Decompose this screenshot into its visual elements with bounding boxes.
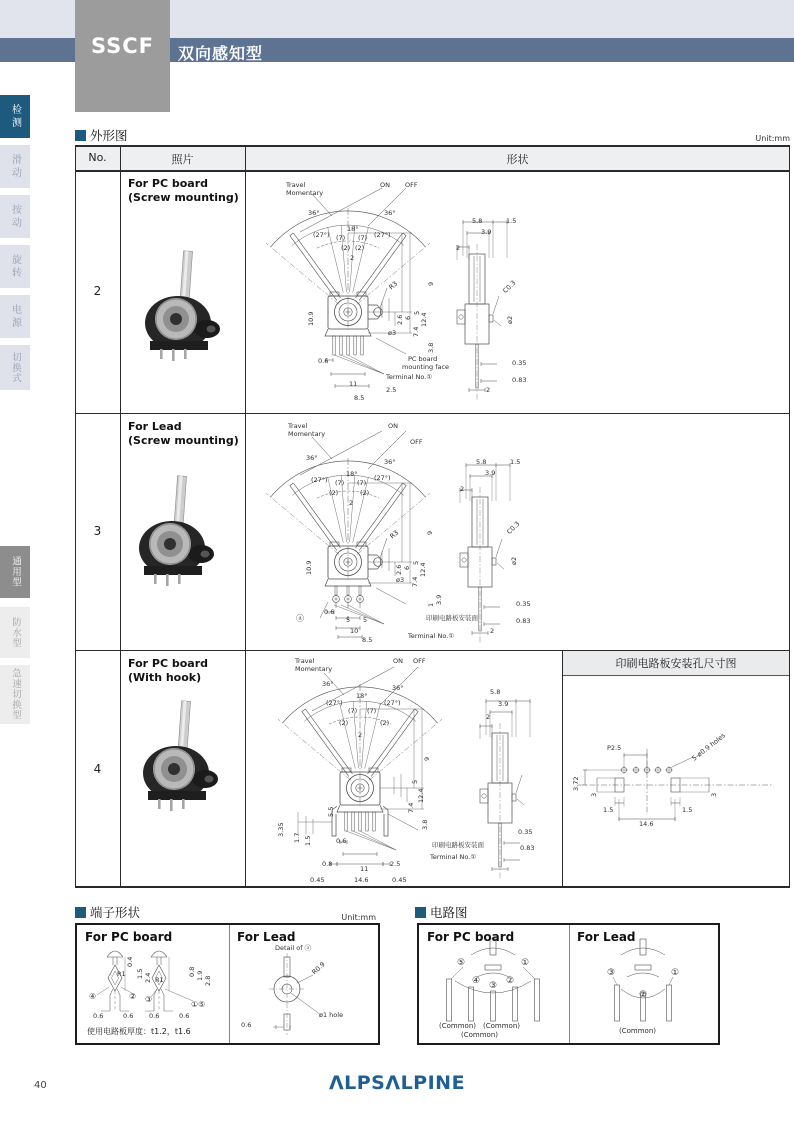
dim-label: 0.6 — [179, 1012, 190, 1020]
dim-label: 3.9 — [481, 228, 492, 236]
sidebar-tab-jiance[interactable]: 检测 — [0, 95, 30, 138]
divider — [245, 145, 246, 888]
dim-label: 2 — [358, 731, 363, 739]
dim-label: OFF — [410, 438, 423, 446]
dim-label: (2) — [339, 719, 349, 727]
row2-product-photo — [128, 243, 228, 382]
dim-label: ① — [671, 968, 680, 978]
dim-label: (27°) — [311, 476, 328, 484]
dim-label: ② — [639, 990, 648, 1000]
dim-label: 0.6 — [123, 1012, 134, 1020]
dim-label: (7) — [367, 707, 377, 715]
dim-label: 3.72 — [572, 776, 580, 791]
dim-label: (2) — [341, 244, 351, 252]
dim-label: 5-ø0.9 holes — [690, 731, 727, 763]
dim-label: R3 — [387, 279, 400, 292]
dim-label: ③ — [607, 968, 616, 978]
dim-label: 36° — [392, 684, 404, 692]
dim-label: 10.9 — [307, 311, 315, 326]
dim-label: 9 — [426, 530, 434, 535]
row-no-3: 3 — [93, 524, 102, 538]
switch-photo-illustration — [128, 243, 228, 378]
sidebar-tab-qiehuanshi[interactable]: 切换式 — [0, 345, 30, 390]
dim-label: 12.4 — [419, 562, 427, 577]
sidebar-tab-dianyuan[interactable]: 电源 — [0, 295, 30, 338]
dim-label: 5.8 — [476, 458, 487, 466]
dim-label: ② — [506, 976, 515, 986]
dim-label: ④ — [89, 992, 97, 1001]
dim-label: Travel — [286, 181, 306, 189]
dim-label: 5 — [411, 779, 419, 784]
dim-label: (2) — [360, 489, 370, 497]
dim-label: 2 — [490, 627, 495, 635]
outline-section-heading — [75, 126, 128, 144]
dim-label: (27°) — [374, 231, 391, 239]
dim-label: ⓐ — [296, 614, 304, 623]
dim-label: 2.4 — [144, 972, 152, 983]
dim-label: 3.9 — [498, 700, 509, 708]
product-code-box — [75, 0, 170, 112]
dim-label: 1 — [427, 602, 435, 607]
dim-label: 3.8 — [427, 342, 435, 353]
dim-label: 12.4 — [420, 312, 428, 327]
dim-label: ③ — [145, 995, 153, 1004]
dim-label: 7.4 — [407, 802, 415, 813]
dim-label: 36° — [384, 209, 396, 217]
dim-label: (27°) — [313, 231, 330, 239]
dim-label: (27°) — [326, 699, 343, 707]
dim-label: 2.5 — [386, 386, 397, 394]
dim-label: 5 — [346, 616, 351, 624]
dim-label: ④ — [472, 976, 481, 986]
dim-label: 5.5 — [327, 806, 335, 817]
page-number: 40 — [34, 1080, 47, 1091]
row3-product-photo — [122, 468, 222, 607]
divider — [75, 413, 790, 414]
dim-label: C0.3 — [505, 519, 522, 536]
dim-label: ø2 — [510, 556, 518, 565]
dim-label: (7) — [358, 234, 368, 242]
row2-type-label: For PC board (Screw mounting) — [128, 177, 239, 205]
dim-label: 36° — [384, 458, 396, 466]
dim-label: ON — [388, 422, 398, 430]
terminal-heading-text: 端子形状 — [90, 905, 141, 920]
section-bullet-icon — [75, 130, 86, 141]
dim-label: 1.5 — [506, 217, 517, 225]
terminal-lead-title: For Lead — [237, 930, 296, 944]
dim-label: 1.5 — [603, 806, 614, 814]
dim-label: Travel — [288, 422, 308, 430]
dim-label: 1.5 — [510, 458, 521, 466]
dim-label: 0.35 — [512, 359, 527, 367]
dim-label: 0.6 — [324, 608, 335, 616]
dim-label: ⑤ — [457, 958, 466, 968]
dim-label: ①⑤ — [191, 1000, 206, 1009]
dim-label: 9 — [427, 281, 435, 286]
dim-label: 9 — [423, 756, 431, 761]
dim-label: ON — [393, 657, 403, 665]
dim-label: 5 — [363, 616, 368, 624]
sidebar-tab-xuanzhuan[interactable]: 旋转 — [0, 245, 30, 288]
dim-label: 3.9 — [435, 594, 443, 605]
row4-product-photo — [126, 693, 226, 832]
dim-label: 11 — [360, 865, 369, 873]
dim-label: (7) — [357, 479, 367, 487]
pcb-hole-diagram-title: 印刷电路板安装孔尺寸图 — [563, 651, 789, 676]
dim-label: 0.35 — [516, 600, 531, 608]
dim-label: 5 — [412, 560, 420, 565]
dim-label: (27°) — [374, 474, 391, 482]
dim-label: 18° — [356, 692, 368, 700]
circuit-lead-cell — [569, 925, 717, 1043]
divider — [120, 145, 121, 888]
switch-photo-illustration — [126, 693, 226, 828]
section-bullet-icon — [415, 907, 426, 918]
dim-label: ø1 hole — [319, 1011, 344, 1019]
dim-label: 18° — [347, 225, 359, 233]
circuit-heading-text: 电路图 — [430, 905, 468, 920]
dim-label: 2 — [486, 386, 491, 394]
dim-label: 6 — [404, 315, 412, 320]
dim-label: 0.35 — [518, 828, 533, 836]
dim-label: ON — [380, 181, 390, 189]
dim-label: Momentary — [288, 430, 326, 438]
terminal-unit-label: Unit:mm — [341, 913, 376, 922]
terminal-section-heading — [75, 903, 140, 921]
dim-label: 2 — [349, 499, 354, 507]
dim-label: R1 — [117, 970, 126, 978]
dim-label: OFF — [413, 657, 426, 665]
row-no-4: 4 — [93, 762, 102, 776]
dim-label: 2 — [350, 254, 355, 262]
dim-label: Terminal No.① — [430, 853, 477, 861]
dim-label: 8.5 — [362, 636, 373, 644]
dim-label: ① — [521, 958, 530, 968]
dim-label: 0.83 — [512, 376, 527, 384]
dim-label: 36° — [308, 209, 320, 217]
pcb-thickness-note: 使用电路板厚度：t1.2，t1.6 — [87, 1027, 191, 1036]
dim-label: C0.3 — [501, 278, 518, 295]
dim-label: 0.83 — [520, 844, 535, 852]
outline-unit-label: Unit:mm — [755, 134, 790, 143]
dim-label: 0.83 — [516, 617, 531, 625]
column-header-photo: 照片 — [171, 153, 194, 166]
column-header-no: No. — [88, 151, 107, 164]
dim-label: 6 — [403, 565, 411, 570]
dim-label: (Common) — [619, 1027, 656, 1035]
outline-heading-text: 外形图 — [90, 128, 128, 143]
dim-label: 印刷电路板安装面 — [432, 841, 484, 849]
dim-label: 1.5 — [304, 835, 312, 846]
dim-label: ø2 — [506, 315, 514, 324]
sidebar-tab-fangshuixing[interactable]: 防水型 — [0, 607, 30, 658]
dim-label: Travel — [295, 657, 315, 665]
dim-label: Terminal No.① — [386, 373, 433, 381]
dim-label: 3 — [710, 792, 718, 797]
dim-label: 3.35 — [277, 822, 285, 837]
dim-label: 10 — [350, 627, 359, 635]
dim-label: 2.6 — [395, 564, 403, 575]
dim-label: 0.6 — [93, 1012, 104, 1020]
section-bullet-icon — [75, 907, 86, 918]
switch-photo-illustration — [122, 468, 222, 603]
dim-label: 2.8 — [204, 975, 212, 986]
dim-label: P2.5 — [607, 744, 622, 752]
dim-label: 2 — [486, 713, 491, 721]
row3-shape-drawing — [250, 417, 790, 647]
dim-label: 3.8 — [421, 819, 429, 830]
row3-type-label: For Lead (Screw mounting) — [128, 420, 239, 448]
dim-label: 0.8 — [188, 966, 196, 977]
dim-label: 2.5 — [390, 860, 401, 868]
divider — [75, 886, 790, 888]
alps-alpine-logo: ΛLPSΛLPINE — [328, 1072, 466, 1094]
circuit-section-heading — [415, 903, 468, 921]
dim-label: 0.8 — [322, 860, 333, 868]
dim-label: ③ — [489, 981, 498, 991]
dim-label: (7) — [335, 479, 345, 487]
sidebar-tab-tongyongxing[interactable]: 通用型 — [0, 546, 30, 598]
terminal-pcboard-title: For PC board — [85, 930, 173, 944]
dim-label: 2 — [456, 244, 461, 252]
side-view-drawing — [478, 653, 548, 885]
dim-label: 36° — [306, 454, 318, 462]
pcb-hole-diagram — [563, 651, 789, 886]
dim-label: 18° — [346, 470, 358, 478]
dim-label: mounting face — [402, 363, 450, 371]
dim-label: (2) — [355, 244, 365, 252]
dim-label: R0.9 — [310, 960, 327, 977]
row4-type-label: For PC board (With hook) — [128, 657, 208, 685]
dim-label: 2 — [460, 485, 465, 493]
circuit-box — [417, 923, 720, 1045]
dim-label: 0.6 — [149, 1012, 160, 1020]
page-title: 双向感知型 — [178, 44, 264, 63]
dim-label: 2.6 — [396, 314, 404, 325]
product-code: SSCF — [90, 34, 155, 58]
column-header-shape: 形状 — [506, 153, 529, 166]
dim-label: 印刷电路板安装面 — [426, 614, 478, 622]
circuit-pcboard-cell — [419, 925, 569, 1043]
dim-label: Momentary — [286, 189, 324, 197]
dim-label: (2) — [380, 719, 390, 727]
dim-label: (2) — [329, 489, 339, 497]
dim-label: 0.45 — [310, 876, 325, 884]
dim-label: 3 — [590, 792, 598, 797]
dim-label: 10.9 — [305, 560, 313, 575]
dim-label: 11 — [349, 380, 358, 388]
dim-label: ø3 — [396, 576, 405, 584]
terminal-lead-cell — [229, 925, 378, 1043]
circuit-lead-title: For Lead — [577, 930, 636, 944]
dim-label: 36° — [322, 680, 334, 688]
dim-label: 14.6 — [639, 820, 654, 828]
dim-label: ② — [129, 992, 137, 1001]
dim-label: 0.6 — [318, 357, 329, 365]
terminal-shape-box — [75, 923, 380, 1045]
dim-label: 12.4 — [417, 788, 425, 803]
dim-label: (7) — [348, 707, 358, 715]
dim-label: (7) — [336, 234, 346, 242]
dim-label: 1.9 — [196, 970, 204, 981]
sidebar-tab-jisuqiehuanxing[interactable]: 急速切换型 — [0, 665, 30, 724]
dim-label: 5 — [413, 310, 421, 315]
dim-label: 8.5 — [354, 394, 365, 402]
dim-label: R3 — [388, 528, 401, 541]
divider — [75, 145, 76, 888]
dim-label: PC board — [408, 355, 438, 363]
dim-label: R1 — [155, 976, 164, 984]
sidebar-tab-andong[interactable]: 按动 — [0, 195, 30, 238]
sidebar-tab-huadong[interactable]: 滑动 — [0, 145, 30, 188]
side-view-drawing — [455, 174, 525, 410]
dim-label: (27°) — [384, 699, 401, 707]
dim-label: Momentary — [295, 665, 333, 673]
dim-label: 0.6 — [241, 1021, 252, 1029]
row2-shape-drawing — [250, 174, 790, 410]
dim-label: 7.4 — [412, 326, 420, 337]
dim-label: 1.7 — [293, 832, 301, 843]
circuit-pcboard-title: For PC board — [427, 930, 515, 944]
dim-label: 1.5 — [682, 806, 693, 814]
terminal-pcboard-cell — [77, 925, 229, 1043]
dim-label: ø3 — [388, 329, 397, 337]
dim-label: OFF — [405, 181, 418, 189]
dim-label: 0.4 — [126, 956, 134, 967]
side-view-drawing — [458, 417, 531, 647]
dim-label: Detail of ⓐ — [275, 944, 312, 952]
dim-label: (Common) — [439, 1022, 476, 1030]
pcb-hole-drawing — [563, 651, 789, 886]
dim-label: 5.8 — [472, 217, 483, 225]
dim-label: 0.6 — [336, 837, 347, 845]
divider — [75, 170, 790, 172]
dim-label: 0.45 — [392, 876, 407, 884]
row-no-2: 2 — [93, 284, 102, 298]
dim-label: Terminal No.① — [408, 632, 455, 640]
dim-label: 7.4 — [411, 576, 419, 587]
dim-label: 3.9 — [485, 469, 496, 477]
dim-label: 1.5 — [136, 968, 144, 979]
row4-shape-drawing — [250, 653, 560, 885]
dim-label: (Common) — [461, 1031, 498, 1039]
dim-label: 14.6 — [354, 876, 369, 884]
dim-label: 5.8 — [490, 688, 501, 696]
dim-label: (Common) — [483, 1022, 520, 1030]
